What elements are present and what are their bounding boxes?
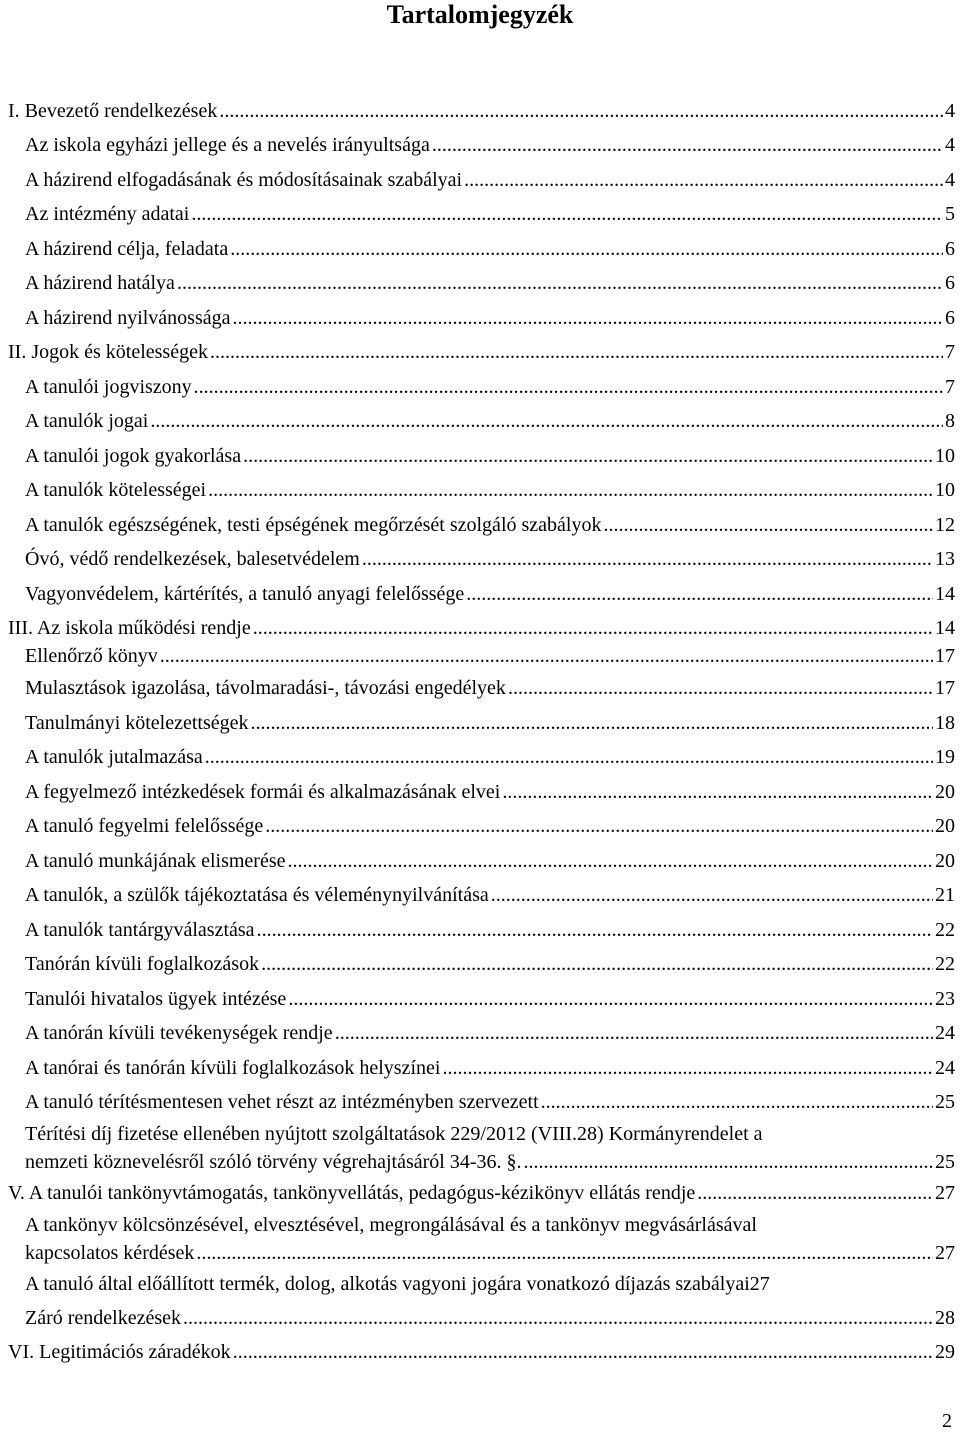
- toc-entry-label: A tanuló által előállított termék, dolog, alkotás vagyoni jogára vonatkozó díjazás szabályai: [25, 1273, 750, 1295]
- dot-leader: [502, 775, 933, 809]
- toc-entry-page: 20: [935, 815, 955, 837]
- toc-entry[interactable]: [25, 982, 955, 1016]
- toc-entry-page: 17: [935, 645, 955, 667]
- dot-leader: [205, 740, 933, 774]
- toc-entry-label: A tanulói jogviszony: [25, 376, 192, 398]
- toc-entry-label: A tanuló fegyelmi felelőssége: [25, 815, 264, 837]
- toc-entry-label: A tanulói jogok gyakorlása: [25, 445, 242, 467]
- dot-leader: [541, 1085, 933, 1119]
- dot-leader: [288, 982, 933, 1016]
- toc-entry[interactable]: [25, 266, 955, 300]
- toc-entry-page: 21: [935, 884, 955, 906]
- toc-entry-page: 18: [935, 712, 955, 734]
- dot-leader: [219, 94, 943, 128]
- dot-leader: [233, 301, 944, 335]
- dot-leader: [210, 335, 943, 369]
- toc-entry-label: Ellenőrző könyv: [25, 645, 158, 667]
- toc-entry[interactable]: [25, 1301, 955, 1335]
- toc-entry-page: 5: [945, 203, 955, 225]
- toc-entry-label: Tanulmányi kötelezettségek: [25, 712, 249, 734]
- dot-leader: [243, 439, 933, 473]
- toc-entry-page: 6: [945, 272, 955, 294]
- toc-entry-label: A tanulók jutalmazása: [25, 746, 203, 768]
- toc-entry-label: Az iskola egyházi jellege és a nevelés irányultsága: [25, 134, 430, 156]
- dot-leader: [697, 1176, 933, 1210]
- toc-entry-label: A tanuló munkájának elismerése: [25, 850, 286, 872]
- toc-entry-label: Vagyonvédelem, kártérítés, a tanuló anyagi felelőssége: [25, 583, 465, 605]
- toc-entry-label: Záró rendelkezések: [25, 1307, 182, 1329]
- toc-entry-label: Tanulói hivatalos ügyek intézése: [25, 988, 287, 1010]
- dot-leader: [257, 913, 933, 947]
- dot-leader: [362, 542, 933, 576]
- toc-entry[interactable]: [8, 1335, 955, 1369]
- toc-entry-label: A házirend célja, feladata: [25, 238, 229, 260]
- toc-entry-page: 7: [945, 341, 955, 363]
- toc-entry-label: II. Jogok és kötelességek: [8, 341, 208, 363]
- dot-leader: [194, 370, 943, 404]
- toc-entry-label: A tanórai és tanórán kívüli foglalkozások helyszínei: [25, 1057, 441, 1079]
- toc-entry-label: V. A tanulói tankönyvtámogatás, tankönyvellátás, pedagógus-kézikönyv ellátás rendje: [8, 1182, 696, 1204]
- toc-entry[interactable]: [25, 809, 955, 843]
- toc-entry-page: 24: [935, 1022, 955, 1044]
- toc-entry[interactable]: [25, 844, 955, 878]
- toc-entry[interactable]: [25, 508, 955, 542]
- toc-entry-label: A fegyelmező intézkedések formái és alkalmazásának elvei: [25, 781, 501, 803]
- dot-leader: [251, 706, 933, 740]
- toc-entry-page: 29: [935, 1341, 955, 1363]
- toc-entry[interactable]: [25, 1120, 955, 1176]
- dot-leader: [160, 639, 933, 673]
- toc-entry-page: 13: [935, 548, 955, 570]
- toc-entry-page: 20: [935, 850, 955, 872]
- toc-entry-page: 7: [945, 376, 955, 398]
- toc-entry-label: A tanulók jogai: [25, 410, 149, 432]
- toc-entry[interactable]: [25, 878, 955, 912]
- toc-entry-label-line1: A tankönyv kölcsönzésével, elvesztésével, megrongálásával és a tankönyv megvásárlásával: [25, 1214, 757, 1236]
- toc-entry-label: Tanórán kívüli foglalkozások: [25, 953, 260, 975]
- toc-entry[interactable]: [25, 577, 955, 611]
- toc-entry-label: A tanulók egészségének, testi épségének megőrzését szolgáló szabályok: [25, 514, 602, 536]
- toc-entry-page: 24: [935, 1057, 955, 1079]
- toc-entry-page: 20: [935, 781, 955, 803]
- toc-entry-page: 28: [935, 1307, 955, 1329]
- toc-entry-label: nemzeti köznevelésről szóló törvény végrehajtásáról 34-36. §.: [25, 1151, 522, 1173]
- dot-leader: [265, 809, 933, 843]
- toc-entry-label: A tanulók tantárgyválasztása: [25, 919, 255, 941]
- toc-entry-label: A házirend elfogadásának és módosításainak szabályai: [25, 169, 463, 191]
- page-title: Tartalomjegyzék: [386, 0, 574, 29]
- toc-entry-label: Óvó, védő rendelkezések, balesetvédelem: [25, 548, 360, 570]
- toc-entry[interactable]: [25, 1016, 955, 1050]
- toc-entry-page: 25: [935, 1091, 955, 1113]
- dot-leader: [191, 197, 943, 231]
- toc-entry[interactable]: [25, 301, 955, 335]
- dot-leader: [287, 844, 933, 878]
- dot-leader: [335, 1016, 933, 1050]
- page-number: 2: [942, 1410, 952, 1432]
- toc-entry[interactable]: [25, 913, 955, 947]
- toc-entry[interactable]: [8, 335, 955, 369]
- toc-entry-page: 10: [935, 479, 955, 501]
- toc-entry-page: 22: [935, 953, 955, 975]
- toc-entry-page: 4: [945, 100, 955, 122]
- toc-entry-page: 23: [935, 988, 955, 1010]
- toc-entry-page: 10: [935, 445, 955, 467]
- toc-entry-page: 4: [945, 169, 955, 191]
- dot-leader: [233, 1335, 933, 1369]
- dot-leader: [524, 1148, 934, 1176]
- toc-entry[interactable]: [25, 740, 955, 774]
- toc-entry-page: 6: [945, 238, 955, 260]
- toc-entry[interactable]: [25, 163, 955, 197]
- dot-leader: [442, 1051, 933, 1085]
- dot-leader: [208, 473, 933, 507]
- toc-entry-page: 27: [749, 1273, 770, 1295]
- toc-entry-page: 4: [945, 134, 955, 156]
- dot-leader: [150, 404, 943, 438]
- toc-entry-label: Az intézmény adatai: [25, 203, 190, 225]
- toc-entry-label: A tanórán kívüli tevékenységek rendje: [25, 1022, 333, 1044]
- toc-entry[interactable]: [25, 232, 955, 266]
- dot-leader: [466, 577, 933, 611]
- toc-entry[interactable]: [25, 404, 955, 438]
- toc-entry[interactable]: [25, 1085, 955, 1119]
- toc-entry[interactable]: [25, 1211, 955, 1267]
- toc-entry-page: 17: [935, 677, 955, 699]
- toc-entry-page: 25: [935, 1151, 955, 1173]
- toc-entry-label: A tanulók, a szülők tájékoztatása és véleménynyilvánítása: [25, 884, 489, 906]
- toc-entry-page: 19: [935, 746, 955, 768]
- dot-leader: [230, 232, 943, 266]
- dot-leader: [432, 128, 943, 162]
- toc-entry[interactable]: [25, 775, 955, 809]
- toc-entry[interactable]: [25, 1267, 955, 1301]
- dot-leader: [603, 508, 933, 542]
- dot-leader: [196, 1239, 933, 1267]
- toc-entry-page: 27: [935, 1242, 955, 1264]
- toc-entry[interactable]: [25, 197, 955, 231]
- dot-leader: [464, 163, 943, 197]
- toc-entry-label: A tanulók kötelességei: [25, 479, 207, 501]
- toc-entry[interactable]: [25, 671, 955, 705]
- toc-entry-page: 27: [935, 1182, 955, 1204]
- toc-entry[interactable]: [8, 1176, 955, 1210]
- toc-entry[interactable]: [25, 370, 955, 404]
- toc-entry-label: A házirend hatálya: [25, 272, 175, 294]
- toc-entry[interactable]: [25, 128, 955, 162]
- toc-entry-label: A házirend nyilvánossága: [25, 307, 231, 329]
- toc-entry-label: kapcsolatos kérdések: [25, 1242, 195, 1264]
- toc-entry-page: 14: [935, 617, 955, 639]
- toc-entry-page: 8: [945, 410, 955, 432]
- toc-entry-page: 14: [935, 583, 955, 605]
- toc-entry[interactable]: [25, 439, 955, 473]
- toc-entry[interactable]: [25, 706, 955, 740]
- toc-entry-label: Mulasztások igazolása, távolmaradási-, távozási engedélyek: [25, 677, 506, 699]
- toc-entry-label: I. Bevezető rendelkezések: [8, 100, 218, 122]
- dot-leader: [508, 671, 933, 705]
- toc-entry[interactable]: [25, 947, 955, 981]
- dot-leader: [183, 1301, 933, 1335]
- toc-entry-label: A tanuló térítésmentesen vehet részt az intézményben szervezett: [25, 1091, 539, 1113]
- toc-entry[interactable]: [25, 639, 955, 673]
- toc-entry[interactable]: [25, 542, 955, 576]
- toc-entry[interactable]: [8, 94, 955, 128]
- toc-entry-page: 12: [935, 514, 955, 536]
- toc-entry[interactable]: [25, 1051, 955, 1085]
- dot-leader: [177, 266, 943, 300]
- toc-entry-page: 22: [935, 919, 955, 941]
- toc-entry-label-line1: Térítési díj fizetése ellenében nyújtott szolgáltatások 229/2012 (VIII.28) Kormányrendelet a: [25, 1123, 763, 1145]
- toc-entry-page: 6: [945, 307, 955, 329]
- toc-entry-label: III. Az iskola működési rendje: [8, 617, 251, 639]
- toc-entry[interactable]: [25, 473, 955, 507]
- toc-entry-label: VI. Legitimációs záradékok: [8, 1341, 231, 1363]
- dot-leader: [261, 947, 933, 981]
- dot-leader: [491, 878, 933, 912]
